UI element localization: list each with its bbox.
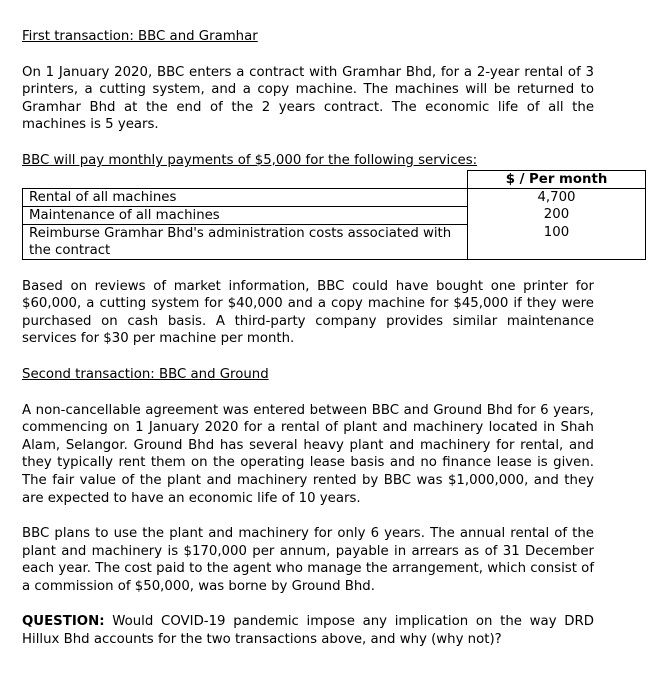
table-cell-amount: 200	[468, 206, 646, 224]
services-table	[22, 170, 646, 260]
table-row	[23, 206, 646, 224]
table-row	[23, 188, 646, 206]
question-text: Would COVID-19 pandemic impose any implication on the way DRD Hillux Bhd accounts for the two transactions above, and why (why not)?	[22, 614, 594, 648]
payments-heading: BBC will pay monthly payments of $5,000 for the following services:	[22, 152, 478, 168]
table-cell-amount: 4,700	[468, 188, 646, 206]
table-cell-service: Rental of all machines	[23, 188, 468, 206]
second-transaction-para2: BBC plans to use the plant and machinery for only 6 years. The annual rental of the plant and machinery is $170,000 per annum, payable in arrears as of 31 December each year. The cost paid to the agent who manage the arrangement, which consist of a commission of $50,000, was borne by Ground Bhd.	[22, 526, 594, 594]
first-transaction-intro: On 1 January 2020, BBC enters a contract with Gramhar Bhd, for a 2-year rental of 3 printers, a cutting system, and a copy machine. The machines will be returned to Gramhar Bhd at the end of the 2 years contract. The economic life of all the machines is 5 years.	[22, 64, 594, 133]
table-cell-amount: 100	[468, 224, 646, 259]
question-label: QUESTION:	[22, 614, 105, 630]
table-column-header: $ / Per month	[468, 170, 646, 188]
table-cell-service: Maintenance of all machines	[23, 206, 468, 224]
first-transaction-heading: First transaction: BBC and Gramhar	[22, 29, 258, 44]
second-transaction-para1: A non-cancellable agreement was entered between BBC and Ground Bhd for 6 years, commencing on 1 January 2020 for a rental of plant and machinery located in Shah Alam, Selangor. Ground Bhd has several heavy plant and machinery for rental, and they typically rent them on the operating lease basis and no finance lease is given. The fair value of the plant and machinery rented by BBC was $1,000,000, and they are expected to have an economic life of 10 years.	[22, 402, 594, 506]
question-paragraph	[22, 613, 594, 648]
document-page	[22, 28, 642, 649]
table-header-blank	[23, 170, 468, 188]
table-header-row	[23, 170, 646, 188]
table-cell-service: Reimburse Gramhar Bhd's administration costs associated with the contract	[23, 224, 468, 259]
market-info-paragraph: Based on reviews of market information, BBC could have bought one printer for $60,000, a cutting system for $40,000 and a copy machine for $45,000 if they were purchased on cash basis. A third-party company provides similar maintenance services for $30 per machine per month.	[22, 278, 594, 347]
table-row	[23, 224, 646, 259]
second-transaction-heading: Second transaction: BBC and Ground	[22, 366, 269, 382]
